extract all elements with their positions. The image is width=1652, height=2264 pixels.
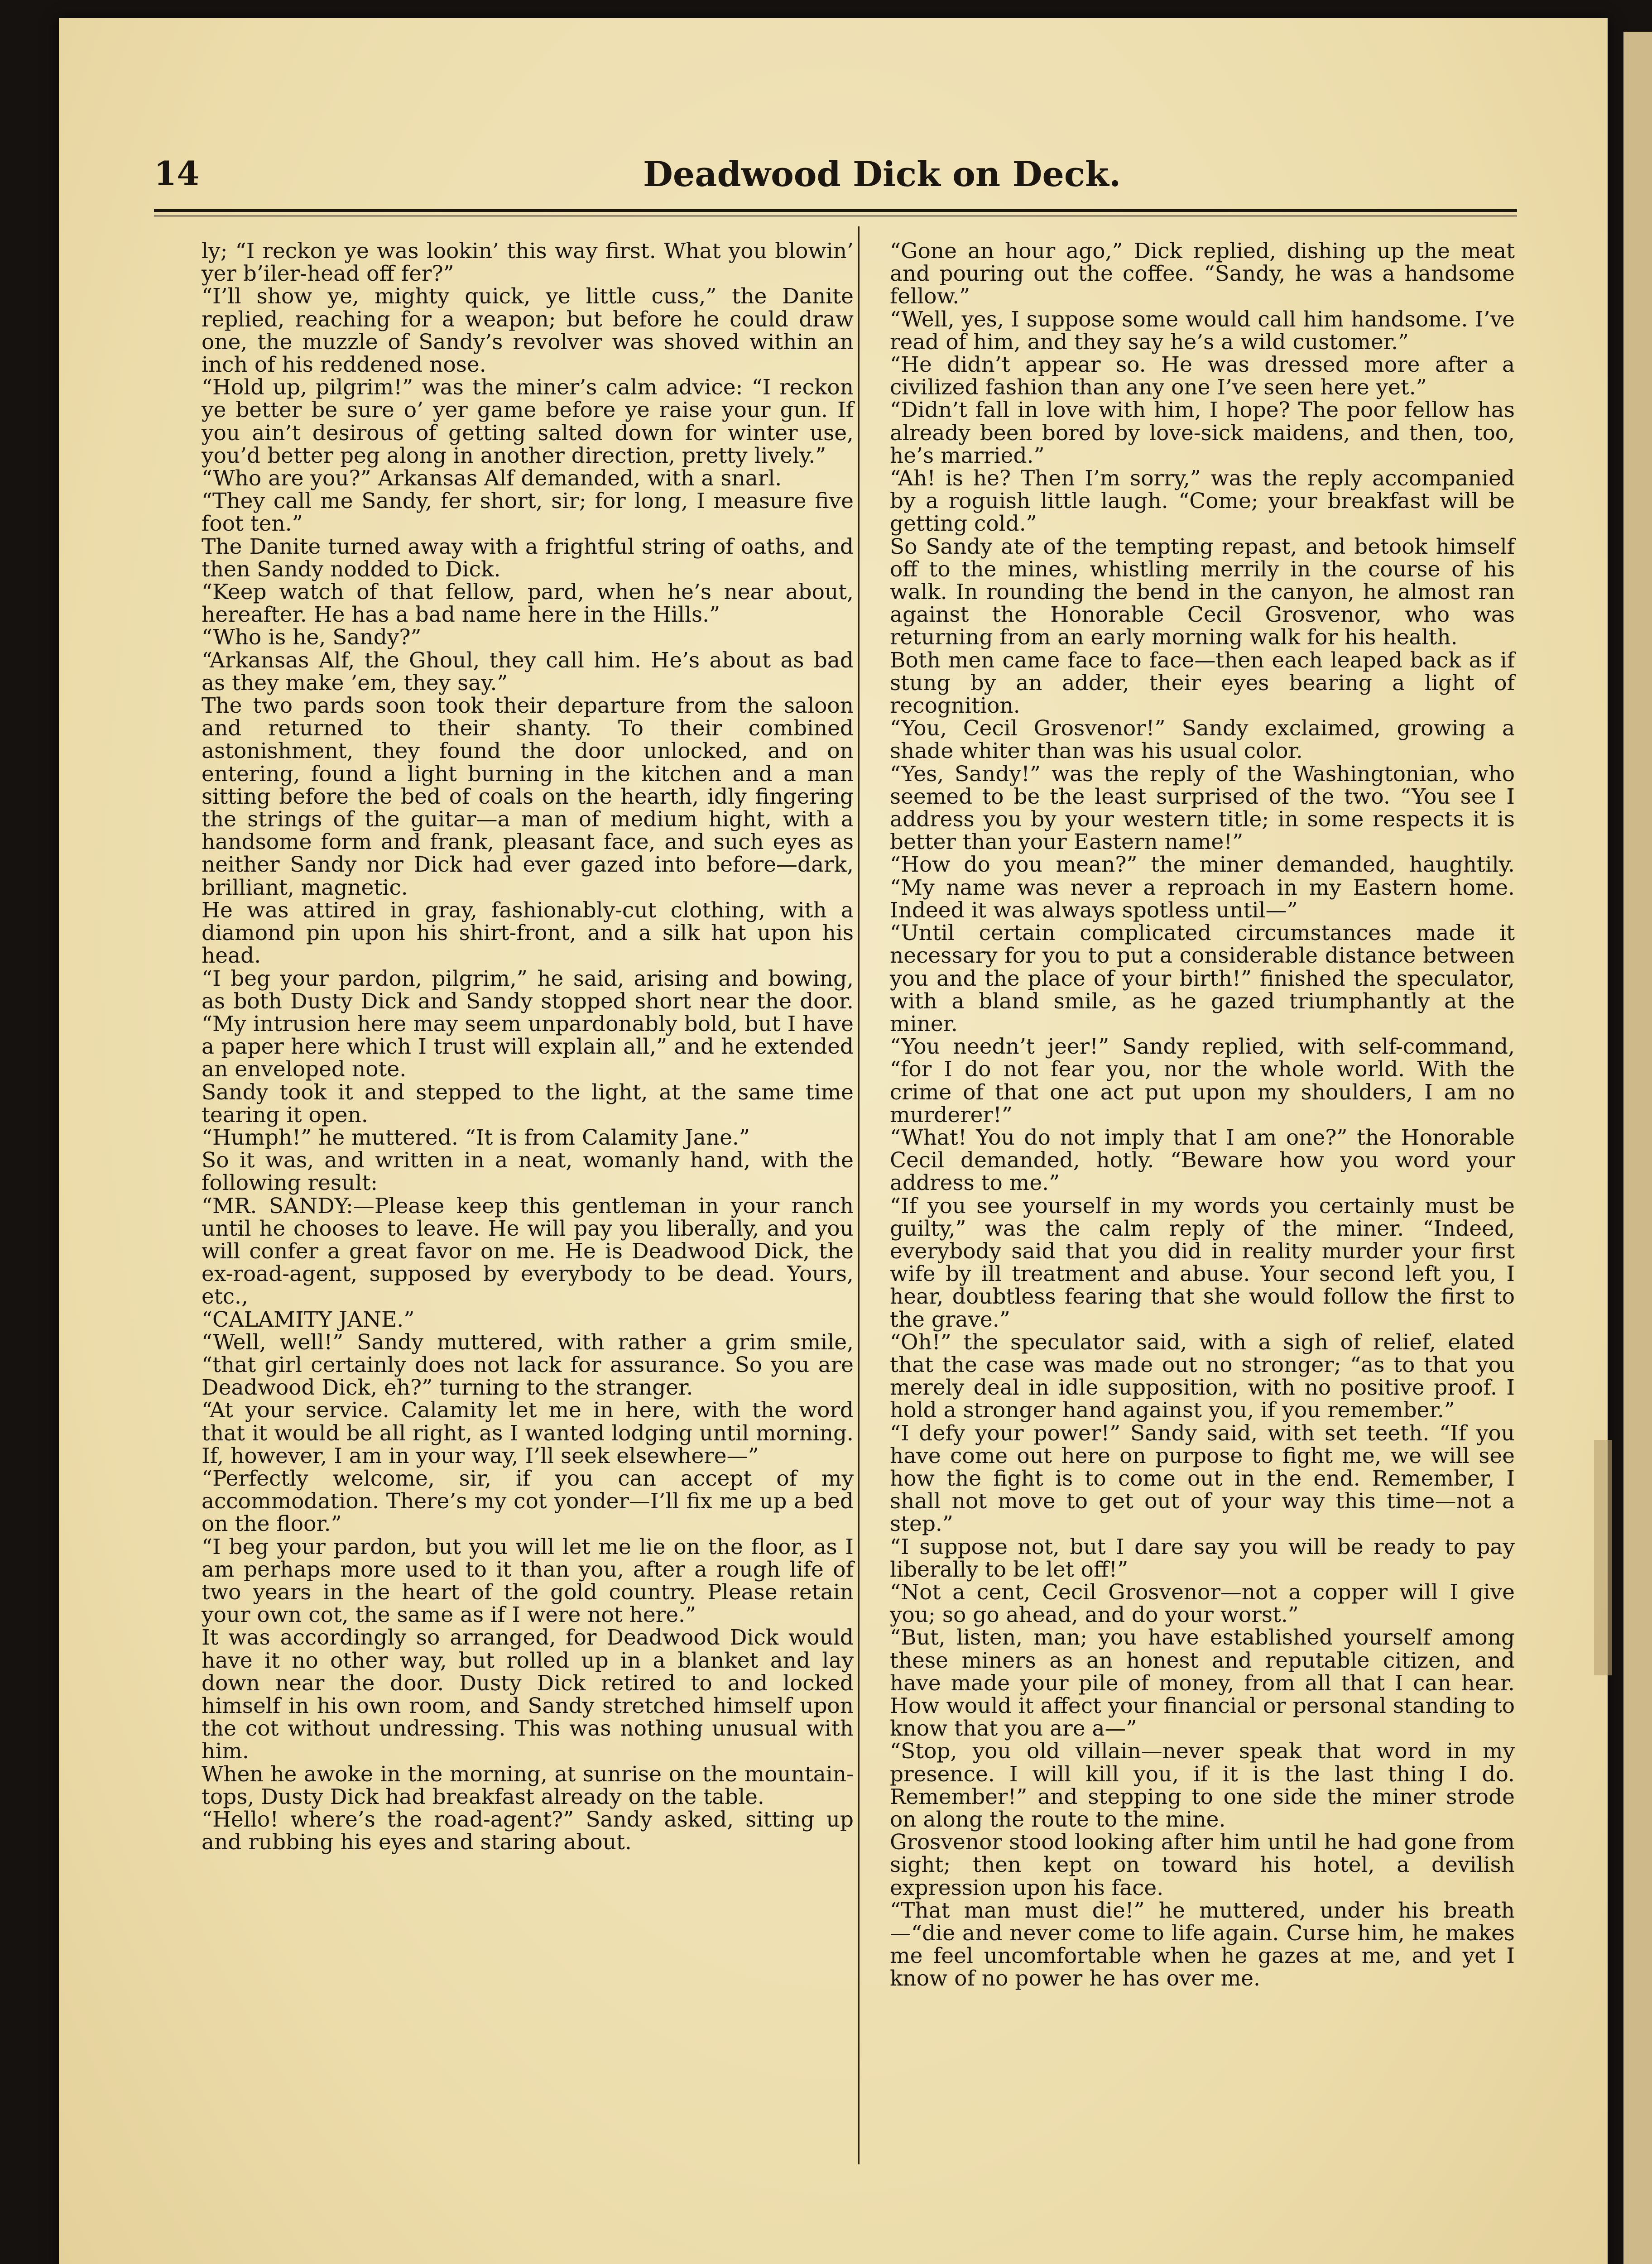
paragraph: “Well, well!” Sandy muttered, with rather a grim smile, “that girl certainly does not lack for assurance. So you are Deadwood Dick, eh?” turning to the stranger. (202, 1329, 854, 1401)
paragraph: “At your service. Calamity let me in here, with the word that it would be all right, as I wanted lodging until morning. If, however, I am in your way, I’ll seek elsewhere—” (202, 1398, 854, 1468)
adjacent-page-edge (1623, 32, 1652, 2264)
paragraph: “Keep watch of that fellow, pard, when he’s near about, hereafter. He has a bad name here in the Hills.” (202, 580, 854, 628)
page-header (154, 154, 1513, 199)
paragraph: “If you see yourself in my words you certainly must be guilty,” was the calm reply of the miner. “Indeed, everybody said that you did in reality murder your first wife by ill treatment and abuse. Your second left you, I hear, doubtless fearing that she would follow the first to the grave.” (890, 1193, 1515, 1332)
paragraph: Sandy took it and stepped to the light, at the same time tearing it open. (202, 1079, 854, 1127)
paragraph: “Yes, Sandy!” was the reply of the Washingtonian, who seemed to be the least surprised of the two. “You see I address you by your western title; in some respects it is better than your Eastern name!” (890, 761, 1515, 855)
paragraph: “What! You do not imply that I am one?” the Honorable Cecil demanded, hotly. “Beware how you word your address to me.” (890, 1125, 1515, 1196)
page-number: 14 (154, 154, 200, 192)
right-column (890, 240, 1515, 1991)
paragraph: Both men came face to face—then each leaped back as if stung by an adder, their eyes bearing a light of recognition. (890, 648, 1515, 719)
paragraph: ly; “I reckon ye was lookin’ this way first. What you blowin’ yer b’iler-head off fer?” (202, 239, 854, 287)
paragraph: “Well, yes, I suppose some would call him handsome. I’ve read of him, and they say he’s a wild customer.” (890, 307, 1515, 355)
paragraph: “That man must die!” he muttered, under his breath—“die and never come to life again. Curse him, he makes me feel uncomfortable when he gazes at me, and yet I know of no power he has over me. (890, 1898, 1515, 1991)
paragraph: “Humph!” he muttered. “It is from Calamity Jane.” (202, 1125, 750, 1150)
paragraph: “Didn’t fall in love with him, I hope? The poor fellow has already been bored by love-sick maidens, and then, too, he’s married.” (890, 398, 1515, 468)
paragraph: “I defy your power!” Sandy said, with set teeth. “If you have come out here on purpose to fight me, we will see how the fight is to come out in the end. Remember, I shall not move to get out of your way this time—not a step.” (890, 1420, 1515, 1537)
paragraph: When he awoke in the morning, at sunrise on the mountain-tops, Dusty Dick had breakfast already on the table. (202, 1761, 854, 1809)
paragraph: “I’ll show ye, mighty quick, ye little cuss,” the Danite replied, reaching for a weapon; but before he could draw one, the muzzle of Sandy’s revolver was shoved within an inch of his reddened nose. (202, 284, 854, 378)
paragraph: “You, Cecil Grosvenor!” Sandy exclaimed, growing a shade whiter than was his usual color. (890, 716, 1515, 764)
paragraph: “Who is he, Sandy?” (202, 625, 422, 650)
paragraph: “Who are you?” Arkansas Alf demanded, with a snarl. (202, 466, 782, 491)
paragraph: The two pards soon took their departure from the saloon and returned to their shanty. To their combined astonishment, they found the door unlocked, and on entering, found a light burning in the kitchen and a man sitting before the bed of coals on the hearth, idly fingering the strings of the guitar—a man of medium hight, with a handsome form and frank, pleasant face, and such eyes as neither Sandy nor Dick had ever gazed into before—dark, brilliant, magnetic. (202, 693, 854, 900)
paragraph: It was accordingly so arranged, for Deadwood Dick would have it no other way, but rolled up in a blanket and lay down near the door. Dusty Dick retired to and locked himself in his own room, and Sandy stretched himself upon the cot without undressing. This was nothing unusual with him. (202, 1625, 854, 1764)
paragraph: He was attired in gray, fashionably-cut clothing, with a diamond pin upon his shirt-front, and a silk hat upon his head. (202, 897, 854, 969)
paragraph: “Arkansas Alf, the Ghoul, they call him. He’s about as bad as they make ’em, they say.” (202, 648, 854, 696)
paragraph: So it was, and written in a neat, womanly hand, with the following result: (202, 1148, 854, 1196)
paragraph: “I beg your pardon, but you will let me lie on the floor, as I am perhaps more used to it than you, after a rough life of two years in the heart of the gold country. Please retain your own cot, the same as if I were not here.” (202, 1534, 854, 1628)
paragraph: “Perfectly welcome, sir, if you can accept of my accommodation. There’s my cot yonder—I’ll fix me up a bed on the floor.” (202, 1466, 854, 1537)
paragraph: “Hello! where’s the road-agent?” Sandy asked, sitting up and rubbing his eyes and staring about. (202, 1807, 854, 1855)
paragraph: “Until certain complicated circumstances made it necessary for you to put a considerable distance between you and the place of your birth!” finished the speculator, with a bland smile, as he gazed triumphantly at the miner. (890, 921, 1515, 1036)
paragraph: “Not a cent, Cecil Grosvenor—not a copper will I give you; so go ahead, and do your worst.” (890, 1579, 1515, 1628)
paragraph: “You needn’t jeer!” Sandy replied, with self-command, “for I do not fear you, nor the whole world. With the crime of that one act put upon my shoulders, I am no murderer!” (890, 1034, 1515, 1127)
paragraph: “Oh!” the speculator said, with a sigh of relief, elated that the case was made out no stronger; “as to that you merely deal in idle supposition, with no positive proof. I hold a stronger hand against you, if you remember.” (890, 1329, 1515, 1423)
paragraph: “I suppose not, but I dare say you will be ready to pay liberally to be let off!” (890, 1534, 1515, 1582)
paragraph: “Gone an hour ago,” Dick replied, dishing up the meat and pouring out the coffee. “Sandy, he was a handsome fellow.” (890, 239, 1515, 309)
paragraph: So Sandy ate of the tempting repast, and betook himself off to the mines, whistling merrily in the course of his walk. In rounding the bend in the canyon, he almost ran against the Honorable Cecil Grosvenor, who was returning from an early morning walk for his health. (890, 534, 1515, 650)
page-stain (1594, 1440, 1612, 1675)
paragraph: “They call me Sandy, fer short, sir; for long, I measure five foot ten.” (202, 489, 854, 537)
paragraph: “I beg your pardon, pilgrim,” he said, arising and bowing, as both Dusty Dick and Sandy stopped short near the door. “My intrusion here may seem unpardonably bold, but I have a paper here which I trust will explain all,” and he extended an enveloped note. (202, 966, 854, 1082)
running-title: Deadwood Dick on Deck. (643, 154, 1121, 194)
paragraph: “Hold up, pilgrim!” was the miner’s calm advice: “I reckon ye better be sure o’ yer game before ye raise your gun. If you ain’t desirous of getting salted down for winter use, you’d better peg along in another direction, pretty lively.” (202, 375, 854, 468)
header-rule (154, 209, 1517, 212)
column-divider (858, 226, 860, 2164)
left-column (202, 240, 854, 1854)
paragraph: “Stop, you old villain—never speak that word in my presence. I will kill you, if it is the last thing I do. Remember!” and stepping to one side the miner strode on along the route to the mine. (890, 1739, 1515, 1832)
paragraph: “Ah! is he? Then I’m sorry,” was the reply accompanied by a roguish little laugh. “Come; your breakfast will be getting cold.” (890, 466, 1515, 537)
paragraph: “But, listen, man; you have established yourself among these miners as an honest and reputable citizen, and have made your pile of money, from all that I can hear. How would it affect your financial or personal standing to know that you are a—” (890, 1625, 1515, 1741)
letter-signature: “CALAMITY JANE.” (202, 1307, 415, 1332)
letter-body: “MR. SANDY:—Please keep this gentleman in your ranch until he chooses to leave. He will pay you liberally, and you will confer a great favor on me. He is Deadwood Dick, the ex-road-agent, supposed by everybody to be dead. Yours, etc., (202, 1193, 854, 1309)
paragraph: “He didn’t appear so. He was dressed more after a civilized fashion than any one I’ve seen here yet.” (890, 352, 1515, 400)
paragraph: The Danite turned away with a frightful string of oaths, and then Sandy nodded to Dick. (202, 534, 854, 582)
paragraph: Grosvenor stood looking after him until he had gone from sight; then kept on toward his hotel, a devilish expression upon his face. (890, 1830, 1515, 1900)
paragraph: “How do you mean?” the miner demanded, haughtily. “My name was never a reproach in my Eastern home. Indeed it was always spotless until—” (890, 852, 1515, 923)
